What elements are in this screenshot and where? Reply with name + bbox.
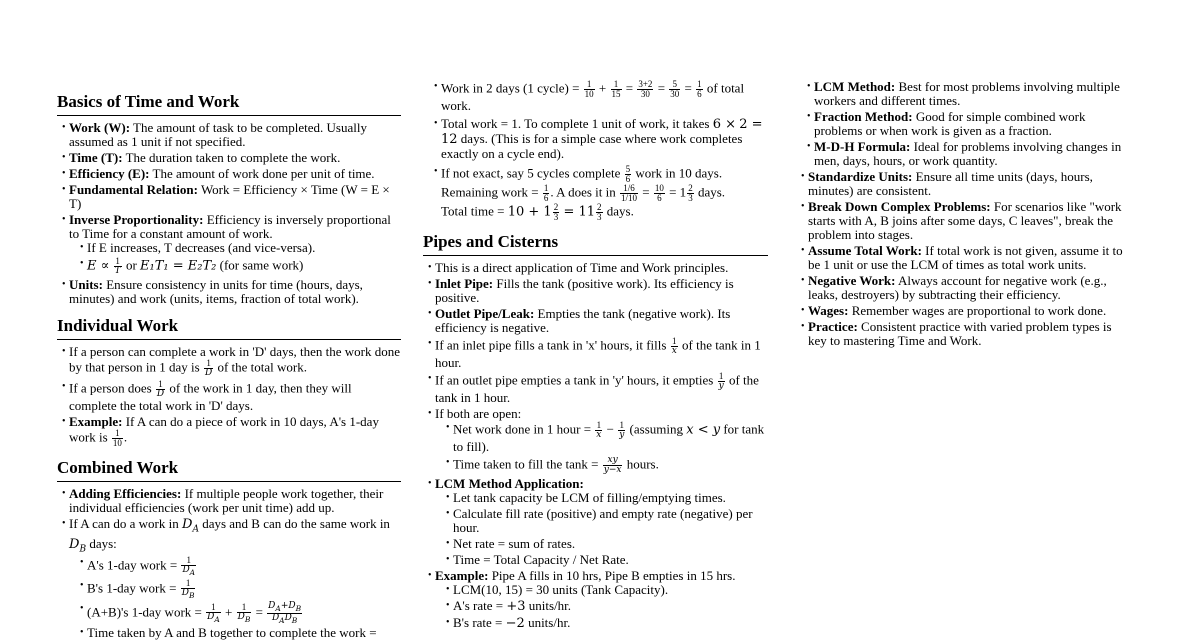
- list-item: • LCM Method: Best for most problems involving multiple workers and different times.: [802, 80, 1131, 108]
- methods-list: [796, 80, 1131, 168]
- list-item: • Outlet Pipe/Leak: Empties the tank (negative work). Its efficiency is negative.: [423, 307, 768, 335]
- list-item: • If an inlet pipe fills a tank in 'x' hours, it fills $\frac{1}{x}$ of the tank in 1 hour.: [423, 337, 768, 370]
- list-item: • M-D-H Formula: Ideal for problems involving changes in men, days, hours, or work quantity.: [802, 140, 1131, 168]
- list-item: • Total work = 1. To complete 1 unit of work, it takes 6 × 2 = 12 days. (This is for a simple case where work completes exactly on a cycle end).: [429, 117, 768, 161]
- list-item: • Adding Efficiencies: If multiple people work together, their individual efficiencies (work per unit time) add up.: [57, 487, 401, 515]
- list-item: • Inverse Proportionality: Efficiency is inversely proportional to Time for a constant amount of work. • If E increases, T decreases (and vice-versa). • E ∝ $\frac{1}{T}$ or E₁T₁ = E₂T₂ (for same work): [57, 213, 401, 276]
- individual-list: [57, 345, 401, 448]
- list-item: • Net rate = sum of rates.: [441, 537, 768, 551]
- list-item: • Efficiency (E): The amount of work done per unit of time.: [57, 167, 401, 181]
- cycle-list: [423, 80, 768, 222]
- list-item: • Fraction Method: Good for simple combined work problems or when work is given as a fraction.: [802, 110, 1131, 138]
- list-item: • If both are open: • Net work done in 1 hour = $\frac{1}{x}$ − $\frac{1}{y}$ (assuming x < y for tank to fill). • Time taken to fill the tank = $\frac{xy}{y-x}$ hours.: [423, 407, 768, 475]
- column-1: [57, 92, 401, 642]
- list-item: • Time = Total Capacity / Net Rate.: [441, 553, 768, 567]
- list-item: • LCM Method Application: • Let tank capacity be LCM of filling/emptying times. • Calculate fill rate (positive) and empty rate (negative) per hour. • Net rate = sum of rates. • Time = Total Capacity / Net Rate.: [423, 477, 768, 567]
- list-item: • Let tank capacity be LCM of filling/emptying times.: [441, 491, 768, 505]
- list-item: • This is a direct application of Time and Work principles.: [423, 261, 768, 275]
- list-item: • B's rate = −2 units/hr.: [441, 616, 768, 631]
- list-item: • If not exact, say 5 cycles complete $\frac{5}{6}$ work in 10 days. Remaining work = $\frac{1}{6}$ . A does it in $\frac{1/6}{1/10}$ = $\frac{10}{6}$ = 1 $\frac{2}{3}$ days. Total time = 10 + 1 $\frac{2}{3}$ = 11 $\frac{2}{3}$ days.: [429, 165, 768, 222]
- list-item: • E ∝ $\frac{1}{T}$ or E₁T₁ = E₂T₂ (for same work): [75, 257, 401, 276]
- list-item: • Example: If A can do a piece of work in 10 days, A's 1-day work is $\frac{1}{10}$ .: [57, 415, 401, 448]
- section-heading-pipes: Pipes and Cisterns: [423, 232, 768, 256]
- list-item: • If E increases, T decreases (and vice-versa).: [75, 241, 401, 255]
- list-item: • LCM(10, 15) = 30 units (Tank Capacity).: [441, 583, 768, 597]
- list-item: • Work in 2 days (1 cycle) = $\frac{1}{10}$ + $\frac{1}{15}$ = $\frac{3+2}{30}$ = $\frac{5}{30}$ = $\frac{1}{6}$ of total work.: [429, 80, 768, 113]
- list-item: • If A can do a work in $D_A$ days and B can do the same work in $D_B$ days: • A's 1-day work = $\frac{1}{D_A}$ • B's 1-day work = $\frac{1}{D_B}$ • (A+B)'s 1-day work = $\frac{1}{D_A}$ + $\frac{1}{D_B}$ = $\frac{D_A+D_B}{D_AD_B}$ • Time taken by A and B together to complete the work =: [57, 517, 401, 640]
- list-item: • Units: Ensure consistency in units for time (hours, days, minutes) and work (units, items, fraction of total work).: [57, 278, 401, 306]
- list-item: • Net work done in 1 hour = $\frac{1}{x}$ − $\frac{1}{y}$ (assuming x < y for tank to fill).: [441, 421, 768, 454]
- list-item: • Example: Pipe A fills in 10 hrs, Pipe B empties in 15 hrs. • LCM(10, 15) = 30 units (Tank Capacity). • A's rate = +3 units/hr. • B's rate = −2 units/hr.: [423, 569, 768, 631]
- pipes-list: [423, 261, 768, 631]
- list-item: • Calculate fill rate (positive) and empty rate (negative) per hour.: [441, 507, 768, 535]
- list-item: • A's 1-day work = $\frac{1}{D_A}$: [75, 556, 401, 577]
- list-item: • If a person can complete a work in 'D' days, then the work done by that person in 1 day is $\frac{1}{D}$ of the total work.: [57, 345, 401, 378]
- list-item: • Practice: Consistent practice with varied problem types is key to mastering Time and Work.: [796, 320, 1131, 348]
- list-item: • A's rate = +3 units/hr.: [441, 599, 768, 614]
- list-item: • (A+B)'s 1-day work = $\frac{1}{D_A}$ + $\frac{1}{D_B}$ = $\frac{D_A+D_B}{D_AD_B}$: [75, 602, 401, 625]
- list-item: • Inlet Pipe: Fills the tank (positive work). Its efficiency is positive.: [423, 277, 768, 305]
- list-item: • Fundamental Relation: Work = Efficiency × Time (W = E × T): [57, 183, 401, 211]
- list-item: • B's 1-day work = $\frac{1}{D_B}$: [75, 579, 401, 600]
- list-item: • Time taken to fill the tank = $\frac{xy}{y-x}$ hours.: [441, 456, 768, 475]
- list-item: • Wages: Remember wages are proportional to work done.: [796, 304, 1131, 318]
- section-heading-combined: Combined Work: [57, 458, 401, 482]
- list-item: • Negative Work: Always account for negative work (e.g., leaks, destroyers) by subtracting their efficiency.: [796, 274, 1131, 302]
- section-heading-basics: Basics of Time and Work: [57, 92, 401, 116]
- list-item: • If an outlet pipe empties a tank in 'y' hours, it empties $\frac{1}{y}$ of the tank in 1 hour.: [423, 372, 768, 405]
- list-item: • Time (T): The duration taken to complete the work.: [57, 151, 401, 165]
- column-2: [423, 80, 768, 633]
- list-item: • Assume Total Work: If total work is not given, assume it to be 1 unit or use the LCM of times as total work units.: [796, 244, 1131, 272]
- list-item: • Standardize Units: Ensure all time units (days, hours, minutes) are consistent.: [796, 170, 1131, 198]
- section-heading-individual: Individual Work: [57, 316, 401, 340]
- combined-list: [57, 487, 401, 640]
- list-item: • Time taken by A and B together to complete the work =: [75, 626, 401, 640]
- basics-list: [57, 121, 401, 306]
- tips-list: [796, 170, 1131, 348]
- list-item: • Break Down Complex Problems: For scenarios like "work starts with A, B joins after some days, C leaves", break the problem into stages.: [796, 200, 1131, 242]
- list-item: • Work (W): The amount of task to be completed. Usually assumed as 1 unit if not specified.: [57, 121, 401, 149]
- column-3: [796, 80, 1131, 350]
- list-item: • If a person does $\frac{1}{D}$ of the work in 1 day, then they will complete the total work in 'D' days.: [57, 380, 401, 413]
